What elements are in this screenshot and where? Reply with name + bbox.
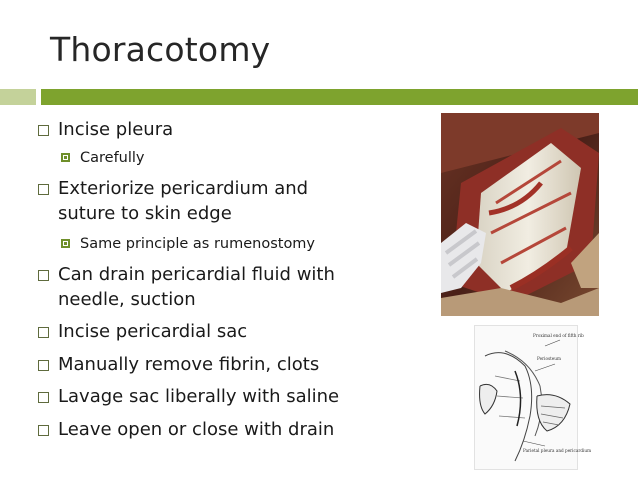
slide-title: Thoracotomy xyxy=(50,30,271,69)
bullet-text: Leave open or close with drain xyxy=(58,419,335,440)
diagram-label: Periosteum xyxy=(537,356,561,361)
sub-bullet-text: Same principle as rumenostomy xyxy=(80,236,316,252)
surgical-diagram xyxy=(474,325,592,470)
filled-square-bullet-icon xyxy=(61,153,70,162)
title-underline-bar-right xyxy=(41,89,638,105)
filled-square-bullet-icon xyxy=(61,239,70,248)
square-bullet-icon xyxy=(38,360,49,371)
bullet-text: Lavage sac liberally with saline xyxy=(58,386,340,407)
bullet-text: Exteriorize pericardium and suture to skin edge xyxy=(58,178,309,224)
square-bullet-icon xyxy=(38,327,49,338)
square-bullet-icon xyxy=(38,392,49,403)
square-bullet-icon xyxy=(38,125,49,136)
diagram-label: Proximal end of fifth rib xyxy=(533,333,584,338)
bullet-text: Can drain pericardial fluid with needle, suction xyxy=(58,264,335,310)
square-bullet-icon xyxy=(38,270,49,281)
square-bullet-icon xyxy=(38,425,49,436)
bullet-text: Manually remove fibrin, clots xyxy=(58,354,320,375)
bullet-text: Incise pericardial sac xyxy=(58,321,248,342)
sub-bullet-text: Carefully xyxy=(80,150,145,166)
title-underline-bar-left xyxy=(0,89,36,105)
diagram-label: Parietal pleura and pericardium xyxy=(523,448,592,453)
bullet-text: Incise pleura xyxy=(58,119,174,140)
square-bullet-icon xyxy=(38,184,49,195)
surgical-photo xyxy=(441,113,599,316)
